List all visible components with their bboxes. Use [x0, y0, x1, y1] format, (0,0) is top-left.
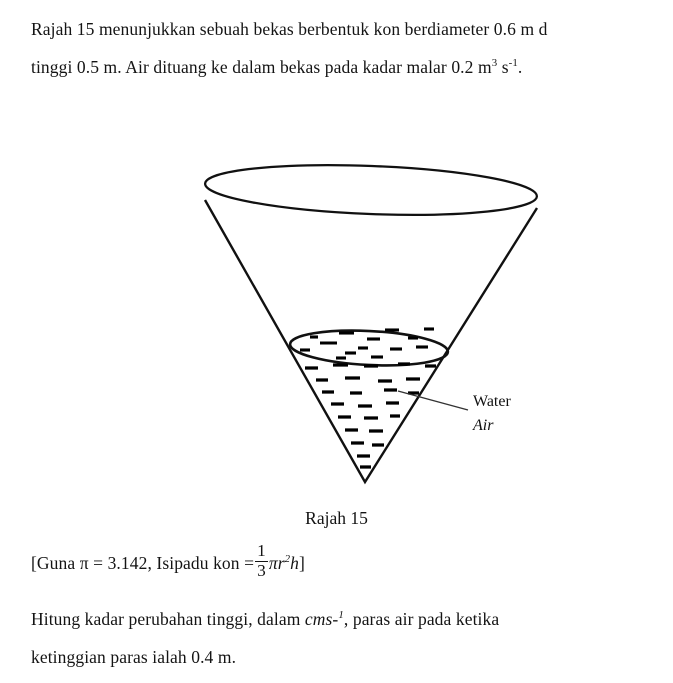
stem-line-2-period: . [517, 57, 523, 77]
fraction-denominator: 3 [257, 561, 266, 581]
ask-units-exponent: 1 [338, 609, 344, 622]
stem-unit-inverse: -1 [508, 57, 518, 70]
stem-line-2-seconds: s [497, 57, 509, 77]
water-leader-line [398, 391, 468, 410]
cone-side-lines [205, 200, 537, 482]
formula-pi-r: πr [268, 553, 285, 573]
formula-exponent: 2 [284, 553, 291, 566]
given-formula [31, 542, 305, 582]
water-dashes-body [305, 364, 436, 467]
stem-line-1-text: Rajah 15 menunjukkan sebuah bekas berbentuk kon berdiameter 0.6 m d [31, 19, 548, 39]
fraction-numerator: 1 [257, 541, 266, 560]
water-label: Water [473, 393, 511, 410]
air-label: Air [473, 417, 494, 434]
ask-line-1-text: Hitung kadar perubahan tinggi, dalam [31, 609, 305, 629]
cone-top-rim-ellipse [204, 160, 538, 221]
question-ask [31, 600, 499, 676]
ask-line-1-tail: , paras air pada ketika [343, 609, 500, 629]
ask-line-1 [31, 600, 499, 638]
given-suffix: ] [299, 553, 305, 573]
stem-line-2-text: tinggi 0.5 m. Air dituang ke dalam bekas pada kadar malar 0.2 m [31, 57, 492, 77]
ask-units: cms- [304, 609, 339, 629]
given-prefix: [Guna π = 3.142, Isipadu kon = [31, 553, 255, 573]
ask-line-2: ketinggian paras ialah 0.4 m. [31, 647, 237, 667]
figure-caption: Rajah 15 [305, 508, 368, 528]
stem-unit-cubed: 3 [491, 57, 498, 70]
fraction-one-third [255, 542, 268, 580]
formula-h: h [290, 553, 300, 573]
